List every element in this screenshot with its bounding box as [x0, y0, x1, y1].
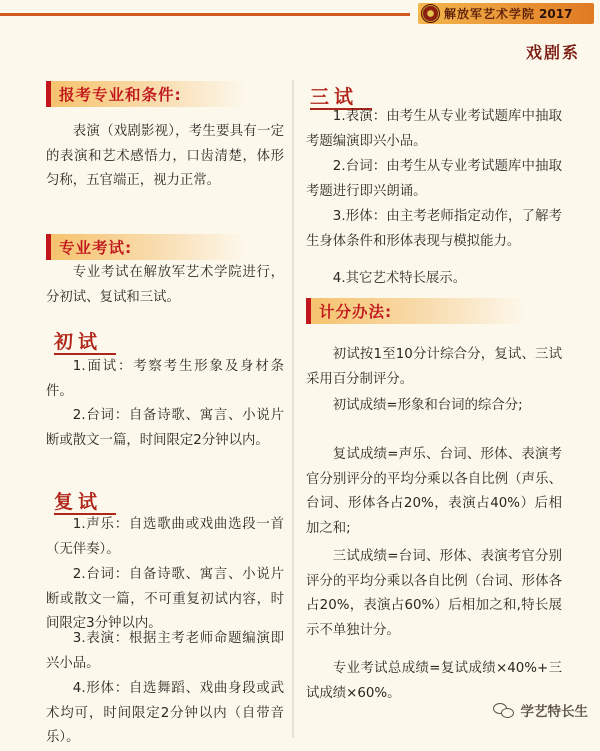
column-divider: [292, 80, 294, 738]
scoring-text: 初试成绩=形象和台词的综合分;: [332, 398, 523, 413]
section-header-conditions: [46, 81, 246, 107]
section-title: 报考专业和条件:: [59, 86, 182, 104]
watermark-text: 学艺特长生: [520, 704, 588, 720]
round-title: 三试: [310, 86, 359, 108]
scoring-text: 初试按1至10分计综合分，复试、三试采用百分制评分。: [306, 347, 562, 387]
round-one-item: 1.面试：考察考生形象及身材条件。: [46, 359, 284, 399]
school-name: 解放军艺术学院: [444, 7, 536, 21]
round-two-item: 1.声乐：自选歌曲或戏曲选段一首（无伴奏）。: [46, 517, 284, 557]
section-header-exam: [46, 234, 246, 260]
header-rule: [0, 13, 410, 16]
section-title: 计分办法:: [319, 303, 393, 321]
conditions-text: 表演（戏剧影视），考生要具有一定的表演和艺术感悟力，口齿清楚，体形匀称，五官端正，视力正常。: [46, 124, 284, 189]
section-marker: [306, 298, 311, 324]
page-header: [0, 0, 600, 30]
scoring-text: 复试成绩=声乐、台词、形体、表演考官分别评分的平均分乘以各自比例（声乐、台词、形体各占20%，表演占40%）后相加之和;: [306, 447, 562, 536]
exam-intro-text: 专业考试在解放军艺术学院进行，分初试、复试和三试。: [46, 265, 284, 305]
section-title: 专业考试:: [59, 239, 133, 257]
section-marker: [46, 81, 51, 107]
round-one-item: 2.台词：自备诗歌、寓言、小说片断或散文一篇，时间限定2分钟以内。: [46, 408, 284, 448]
section-header-scoring: [306, 298, 526, 324]
school-brand-banner: [418, 3, 594, 24]
emblem-icon: [421, 4, 440, 23]
round-two-item: 4.形体：自选舞蹈、戏曲身段或武术均可，时间限定2分钟以内（自带音乐）。: [46, 681, 284, 746]
round-one-heading: [54, 327, 102, 355]
scoring-text: 三试成绩=台词、形体、表演考官分别评分的平均分乘以各自比例（台词、形体各占20%，表演占60%）后相加之和,特长展示不单独计分。: [306, 549, 562, 638]
wechat-watermark: [493, 700, 589, 720]
round-two-heading: [54, 487, 102, 515]
round-title: 初试: [54, 331, 103, 353]
round-title: 复试: [54, 491, 103, 513]
round-three-item: 4.其它艺术特长展示。: [332, 271, 467, 286]
department-title: 戏剧系: [525, 43, 580, 62]
year-label: 2017: [539, 6, 573, 21]
round-two-item: 3.表演：根据主考老师命题编演即兴小品。: [46, 631, 284, 671]
round-three-item: 3.形体：由主考老师指定动作，了解考生身体条件和形体表现与模拟能力。: [306, 209, 562, 249]
round-two-item: 2.台词：自备诗歌、寓言、小说片断或散文一篇，不可重复初试内容，时间限定3分钟以内。: [46, 567, 284, 632]
scoring-text: 专业考试总成绩=复试成绩×40%+三试成绩×60%。: [306, 661, 562, 701]
wechat-icon: [493, 701, 515, 719]
round-three-item: 1.表演：由考生从专业考试题库中抽取考题编演即兴小品。: [306, 109, 562, 149]
round-three-item: 2.台词：由考生从专业考试题库中抽取考题进行即兴朗诵。: [306, 159, 562, 199]
section-marker: [46, 234, 51, 260]
